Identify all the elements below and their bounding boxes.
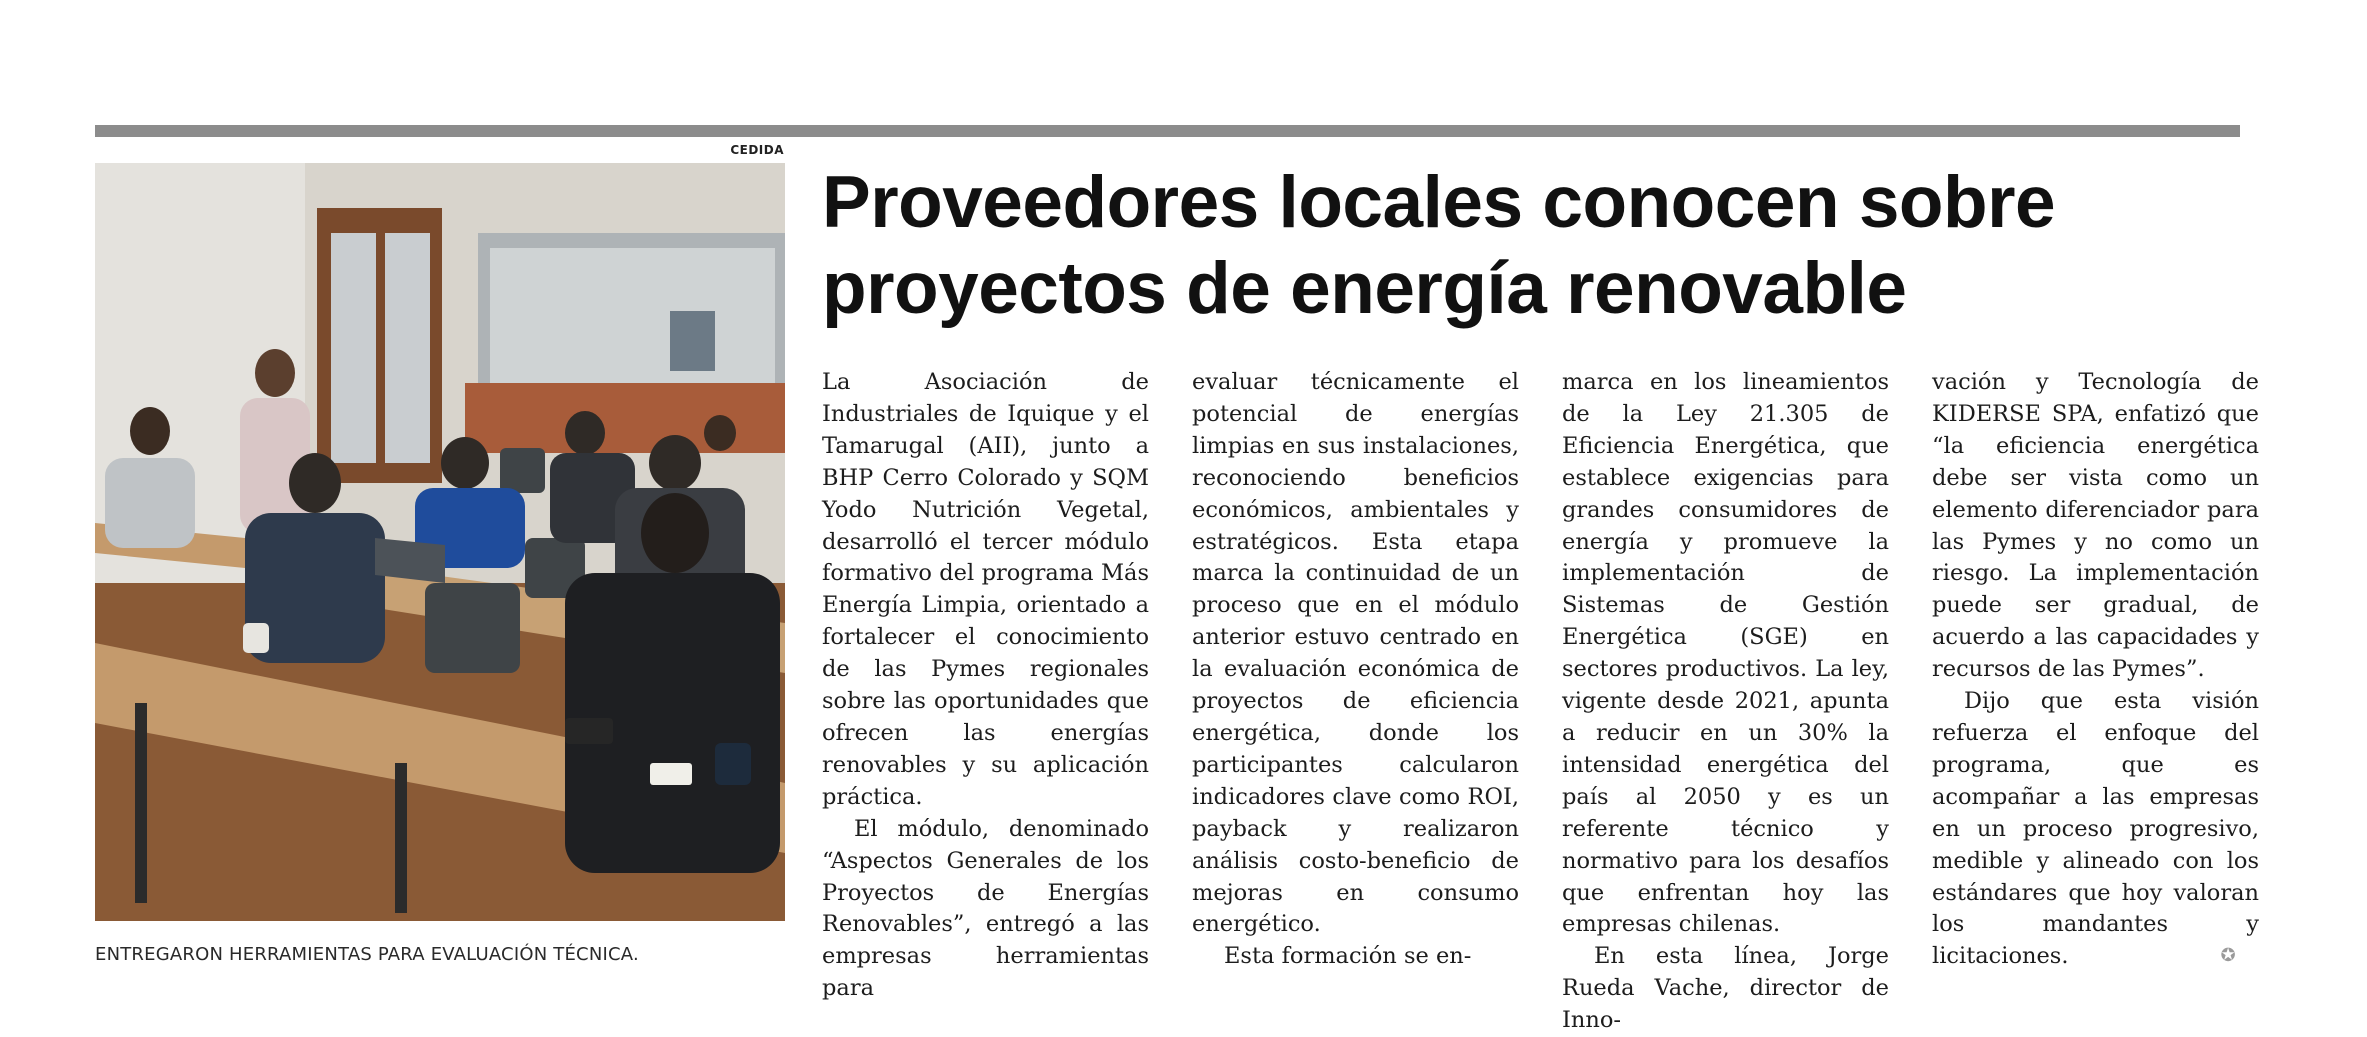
article-paragraph: Dijo que esta visión refuerza el enfoque del programa, que es acompañar a las empresas en un proceso progresivo, medible y alineado con los estándares que hoy valoran los mandantes y licitaciones. [1932, 688, 2259, 970]
article-paragraph: La Asociación de Industriales de Iquique y el Tamarugal (AII), junto a BHP Cerro Colorado y SQM Yodo Nutrición Vegetal, desarrolló el tercer módulo formativo del programa Más Energía Limpia, orientado a fortalecer el conocimiento de las Pymes regionales sobre las oportunidades que ofrecen las energías renovables y su aplicación práctica. [822, 369, 1149, 810]
photo-credit: CEDIDA [730, 143, 784, 157]
article-column-4 [1932, 367, 2259, 973]
article-paragraph: evaluar técnicamente el potencial de energías limpias en sus instalaciones, reconociendo beneficios económicos, ambientales y estratégicos. Esta etapa marca la continuidad de un proceso que en el módulo anterior estuvo centrado en la evaluación económica de proyectos de eficiencia energética, donde los participantes calcularon indicadores clave como ROI, payback y realizaron análisis costo-beneficio de mejoras en consumo energético. [1192, 369, 1519, 938]
article-paragraph: vación y Tecnología de KIDERSE SPA, enfatizó que “la eficiencia energética debe ser vista como un elemento diferenciador para las Pymes y no como un riesgo. La implementación puede ser gradual, de acuerdo a las capacidades y recursos de las Pymes”. [1932, 369, 2259, 683]
article-paragraph: El módulo, denominado “Aspectos Generales de los Proyectos de Energías Renovables”, entregó a las empresas herramientas para [822, 815, 1149, 1002]
headline-line-1: Proveedores locales conocen sobre [822, 162, 2056, 243]
end-of-article-icon: ✪ [2220, 945, 2236, 966]
photo-caption: ENTREGARON HERRAMIENTAS PARA EVALUACIÓN TÉCNICA. [95, 944, 639, 965]
article-column-1 [822, 367, 1149, 1005]
article-paragraph: En esta línea, Jorge Rueda Vache, director de Inno- [1562, 943, 1889, 1034]
article-column-2 [1192, 367, 1519, 973]
article-paragraph: marca en los lineamientos de la Ley 21.305 de Eficiencia Energética, que establece exigencias para grandes consumidores de energía y promueve la implementación de Sistemas de Gestión Energética (SGE) en sectores productivos. La ley, vigente desde 2021, apunta a reducir en un 30% la intensidad energética del país al 2050 y es un referente técnico y normativo para los desafíos que enfrentan hoy las empresas chilenas. [1562, 369, 1889, 938]
headline-line-2: proyectos de energía renovable [822, 248, 1907, 329]
article-headline [822, 160, 2232, 332]
section-top-rule [95, 125, 2240, 137]
meeting-room-photo-illustration [95, 163, 785, 921]
article-photo [95, 163, 785, 921]
article-paragraph: Esta formación se en- [1224, 943, 1472, 970]
article-column-3 [1562, 367, 1889, 1037]
